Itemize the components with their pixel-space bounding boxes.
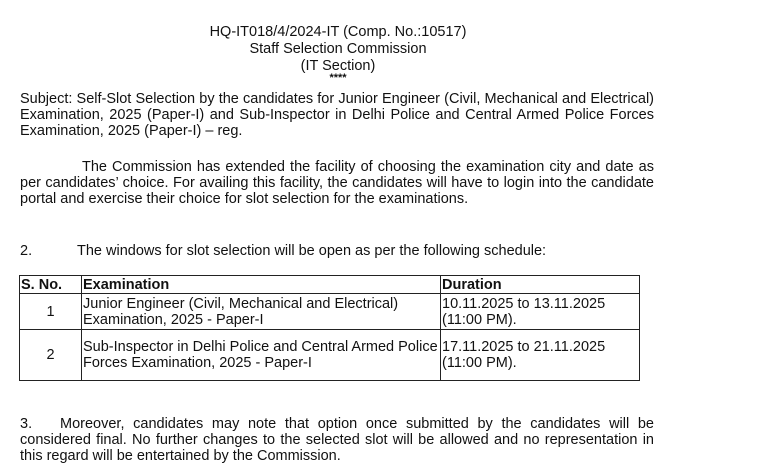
paragraph-2 [20, 243, 654, 259]
section-name: (IT Section) [300, 58, 376, 74]
table-row [20, 294, 640, 330]
row-examination: Sub-Inspector in Delhi Police and Central Armed Police Forces Examination, 2025 - Paper-I [82, 330, 441, 381]
schedule-table [19, 275, 640, 381]
row-examination: Junior Engineer (Civil, Mechanical and Electrical) Examination, 2025 - Paper-I [82, 294, 441, 330]
paragraph-3-text: Moreover, candidates may note that option once submitted by the candidates will be considered final. No further changes to the selected slot will be allowed and no representation in this regard will be entertained by the Commission. [20, 416, 654, 465]
row-sno: 2 [20, 330, 82, 381]
paragraph-3-number: 3. [20, 416, 33, 432]
paragraph-2-number: 2. [20, 243, 33, 259]
row-duration: 17.11.2025 to 21.11.2025 (11:00 PM). [441, 330, 640, 381]
paragraph-3 [20, 416, 654, 465]
organization-name: Staff Selection Commission [249, 41, 427, 57]
paragraph-1: The Commission has extended the facility of choosing the examination city and date as per candidates’ choice. For availing this facility, the candidates will have to login into the candidate portal and exercise their choice for slot selection for the examinations. [20, 159, 654, 208]
subject-line: Subject: Self-Slot Selection by the candidates for Junior Engineer (Civil, Mechanical and Electrical) Examination, 2025 (Paper-I) and Sub-Inspector in Delhi Police and Central Armed Police Forces Examination, 2025 (Paper-I) – reg. [20, 91, 654, 140]
header-duration: Duration [441, 276, 640, 294]
header-examination: Examination [82, 276, 441, 294]
table-header-row [20, 276, 640, 294]
table-row [20, 330, 640, 381]
header-sno: S. No. [20, 276, 82, 294]
paragraph-2-text: The windows for slot selection will be open as per the following schedule: [77, 243, 547, 259]
row-duration: 10.11.2025 to 13.11.2025 (11:00 PM). [441, 294, 640, 330]
reference-number: HQ-IT018/4/2024-IT (Comp. No.:10517) [209, 24, 467, 40]
separator-stars: **** [329, 72, 347, 84]
row-sno: 1 [20, 294, 82, 330]
